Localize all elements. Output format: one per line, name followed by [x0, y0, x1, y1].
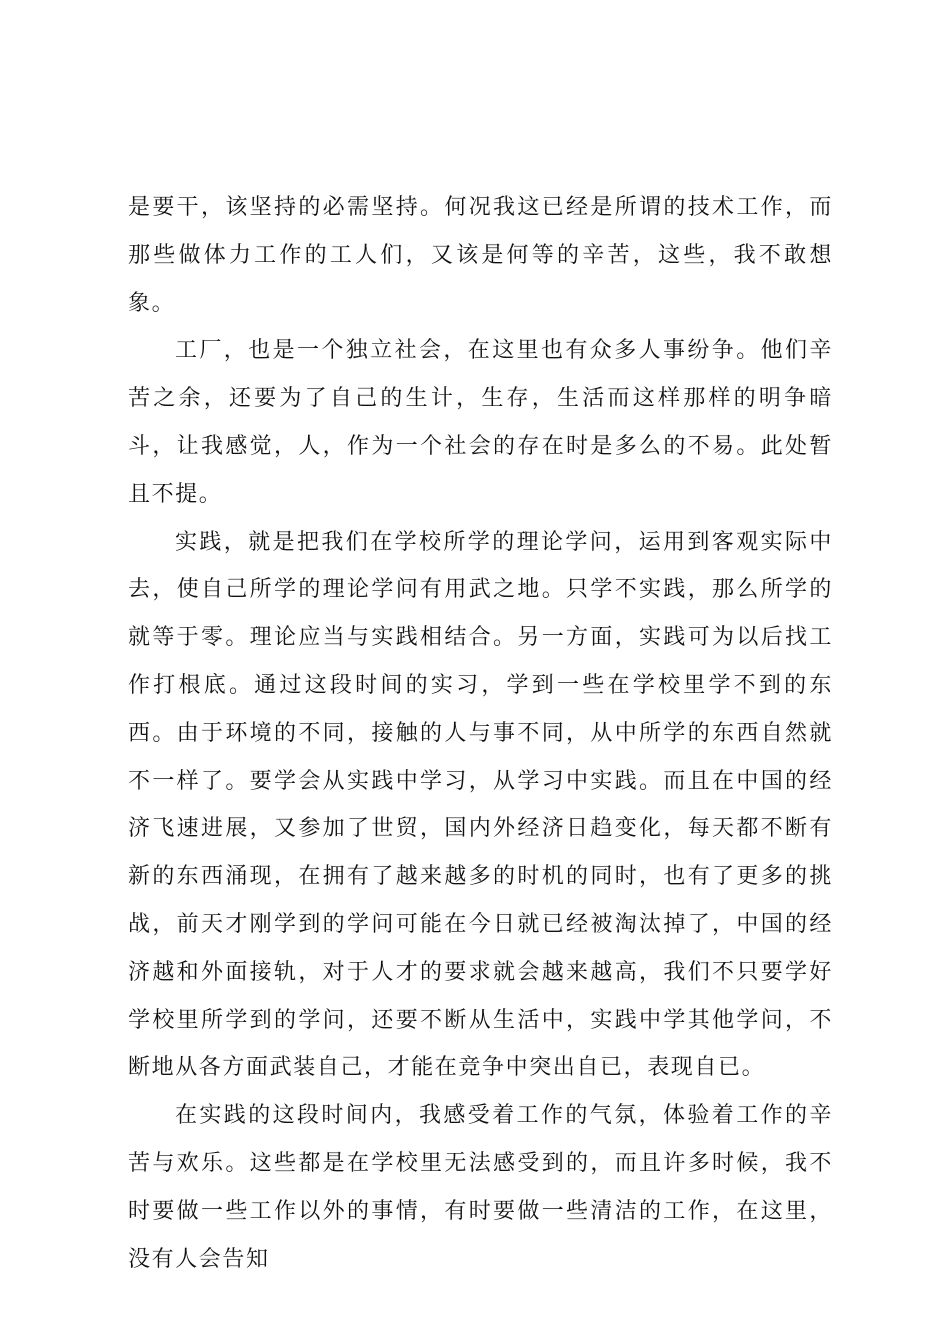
- paragraph-practice-theory: 实践，就是把我们在学校所学的理论学问，运用到客观实际中去，使自己所学的理论学问有用武之地。只学不实践，那么所学的就等于零。理论应当与实践相结合。另一方面，实践可为以后找工作打根底。通过这段时间的实习，学到一些在学校里学不到的东西。由于环境的不同，接触的人与事不同，从中所学的东西自然就不一样了。要学会从实践中学习，从学习中实践。而且在中国的经济飞速进展，又参加了世贸，国内外经济日趋变化，每天都不断有新的东西涌现，在拥有了越来越多的时机的同时，也有了更多的挑战，前天才刚学到的学问可能在今日就已经被淘汰掉了，中国的经济越和外面接轨，对于人才的要求就会越来越高，我们不只要学好学校里所学到的学问，还要不断从生活中，实践中学其他学问，不断地从各方面武装自己，才能在竞争中突出自已，表现自已。: [128, 529, 833, 1081]
- body-text: [128, 184, 833, 1283]
- paragraph-continued: 是要干，该坚持的必需坚持。何况我这已经是所谓的技术工作，而那些做体力工作的工人们，又该是何等的辛苦，这些，我不敢想象。: [128, 195, 833, 316]
- paragraph-factory-society: 工厂，也是一个独立社会，在这里也有众多人事纷争。他们辛苦之余，还要为了自己的生计，生存，生活而这样那样的明争暗斗，让我感觉，人，作为一个社会的存在时是多么的不易。此处暂且不提。: [128, 338, 833, 507]
- paragraph-work-experience: 在实践的这段时间内，我感受着工作的气氛，体验着工作的辛苦与欢乐。这些都是在学校里无法感受到的，而且许多时候，我不时要做一些工作以外的事情，有时要做一些清洁的工作，在这里，没有人会告知: [128, 1103, 833, 1272]
